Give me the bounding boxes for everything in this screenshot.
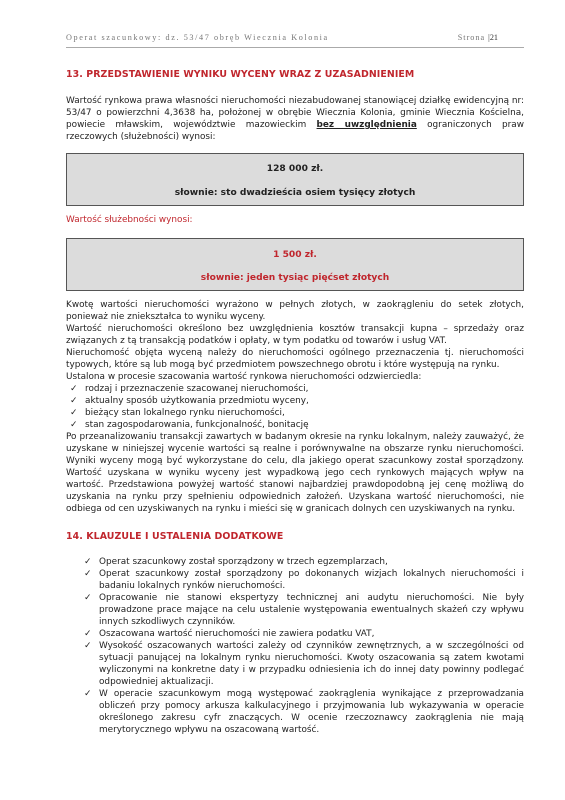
checkmark-icon: ✓ xyxy=(70,396,78,406)
checkmark-icon: ✓ xyxy=(70,420,78,430)
property-value: 128 000 zł. xyxy=(266,164,324,174)
page-header xyxy=(66,33,498,42)
list-item: ✓ stan zagospodarowania, funkcjonalność, bonitację xyxy=(70,420,309,430)
header-strona: Strona xyxy=(457,33,486,42)
list-item: ✓ aktualny sposób użytkowania przedmiotu wyceny, xyxy=(70,396,309,406)
section-13-heading: 13. PRZEDSTAWIENIE WYNIKU WYCENY WRAZ Z UZASADNIENIEM xyxy=(66,69,415,80)
section-14-body xyxy=(66,556,524,736)
intro-bold: bez uwzględnienia xyxy=(316,120,417,130)
section-13-body xyxy=(66,299,524,515)
list-item: ✓ Operat szacunkowy został sporządzony po dokonanych wizjach lokalnych nieruchomości i badaniu lokalnych rynków nieruchomości. xyxy=(84,569,524,591)
list-item: ✓ bieżący stan lokalnego rynku nieruchomości, xyxy=(70,408,285,418)
header-page-number xyxy=(458,33,498,42)
servitude-value-words: słownie: jeden tysiąc pięćset złotych xyxy=(200,273,390,283)
value-box-property xyxy=(66,153,524,206)
section-14-heading: 14. KLAUZULE I USTALENIA DODATKOWE xyxy=(66,531,284,542)
value-box-servitude xyxy=(66,238,524,291)
header-divider xyxy=(66,47,524,48)
list-item: ✓ Operat szacunkowy został sporządzony w trzech egzemplarzach, xyxy=(84,557,388,567)
checkmark-icon: ✓ xyxy=(84,569,92,579)
paragraph-rounding: Kwotę wartości nieruchomości wyrażono w pełnych złotych, w zaokrągleniu do setek złotych, ponieważ nie zniekształca to wyniku wyceny. xyxy=(66,300,524,322)
servitude-value: 1 500 zł. xyxy=(273,250,317,260)
clauses-list xyxy=(66,556,524,736)
header-sep: | xyxy=(488,33,490,42)
header-page: 21 xyxy=(489,33,498,42)
reflects-list xyxy=(66,383,524,431)
paragraph-costs: Wartość nieruchomości określono bez uwzględnienia kosztów transakcji kupna – sprzedaży oraz związanych z tą transakcją podatków i opłaty, w tym podatku od towarów i usług VAT. xyxy=(66,324,524,346)
checkmark-icon: ✓ xyxy=(84,557,92,567)
checkmark-icon: ✓ xyxy=(84,629,92,639)
list-item: ✓ W operacie szacunkowym mogą występować zaokrąglenia wynikające z przeprowadzania obliczeń przy pomocy arkusza kalkulacyjnego i przyjmowania lub wykazywania w operacie określonego zakresu cyfr znaczących. W ocenie rzeczoznawcy zaokrąglenia nie mają merytorycznego wpływu na oszacowaną wartość. xyxy=(84,689,524,735)
checkmark-icon: ✓ xyxy=(70,384,78,394)
checkmark-icon: ✓ xyxy=(84,689,92,699)
list-item: ✓ rodzaj i przeznaczenie szacowanej nieruchomości, xyxy=(70,384,309,394)
checkmark-icon: ✓ xyxy=(70,408,78,418)
checkmark-icon: ✓ xyxy=(84,593,92,603)
section-13-intro xyxy=(66,95,524,143)
checkmark-icon: ✓ xyxy=(84,641,92,651)
paragraph-reflects: Ustalona w procesie szacowania wartość rynkowa nieruchomości odzwierciedla: xyxy=(66,372,422,382)
paragraph-analysis: Po przeanalizowaniu transakcji zawartych w badanym okresie na rynku lokalnym, należy zauważyć, że uzyskane w niniejszej wycenie wartości są realne i porównywalne na obszarze rynku nieruchomości. Wyniki wyceny mogą być wykorzystane do celu, dla jakiego operat szacunkowy został sporządzony. Wartość uzyskana w wyniku wyceny jest wypadkową jego cech rynkowych mających wpływ na wartość. Przedstawiona powyżej wartość stanowi najbardziej prawdopodobną jej cenę możliwą do uzyskania na rynku przy spełnieniu odpowiednich założeń. Uzyskana wartość nieruchomości, nie odbiega od cen uzyskiwanych na rynku i mieści się w granicach dolnych cen uzyskiwanych na rynku. xyxy=(66,432,524,514)
list-item: ✓ Oszacowana wartość nieruchomości nie zawiera podatku VAT, xyxy=(84,629,375,639)
list-item: ✓ Wysokość oszacowanych wartości zależy od czynników zewnętrznych, a w szczególności od sytuacji panującej na lokalnym rynku nieruchomości. Kwoty oszacowania są zatem kwotami wyliczonymi na konkretne daty i w przypadku odniesienia ich do innej daty powinny podlegać odpowiedniej aktualizacji. xyxy=(84,641,524,687)
list-item: ✓ Opracowanie nie stanowi ekspertyzy technicznej ani audytu nieruchomości. Nie były prowadzone prace mające na celu ustalenie występowania ewentualnych skażeń czy wpływu innych szkodliwych czynników. xyxy=(84,593,524,627)
servitude-label: Wartość służebności wynosi: xyxy=(66,215,193,225)
property-value-words: słownie: sto dwadzieścia osiem tysięcy złotych xyxy=(174,188,416,198)
header-title: Operat szacunkowy: dz. 53/47 obręb Wiecznia Kolonia xyxy=(66,33,329,42)
intro-text-1: Wartość rynkowa prawa własności nieruchomości niezabudowanej stanowiącej działkę ewidencyjną nr: 53/47 o powierzchni 4,3638 ha, położonej w obrębie Wiecznia Kolonia, gminie Wiecznia Kościelna, powiecie mławskim, województwie mazowieckim xyxy=(66,96,524,130)
intro-text-2: ograniczonych praw rzeczowych (służebności) wynosi: xyxy=(66,120,524,142)
paragraph-type: Nieruchomość objęta wyceną należy do nieruchomości ogólnego przeznaczenia tj. nieruchomości typowych, które są lub mogą być przedmiotem powszechnego obrotu i które występują na rynku. xyxy=(66,348,524,370)
